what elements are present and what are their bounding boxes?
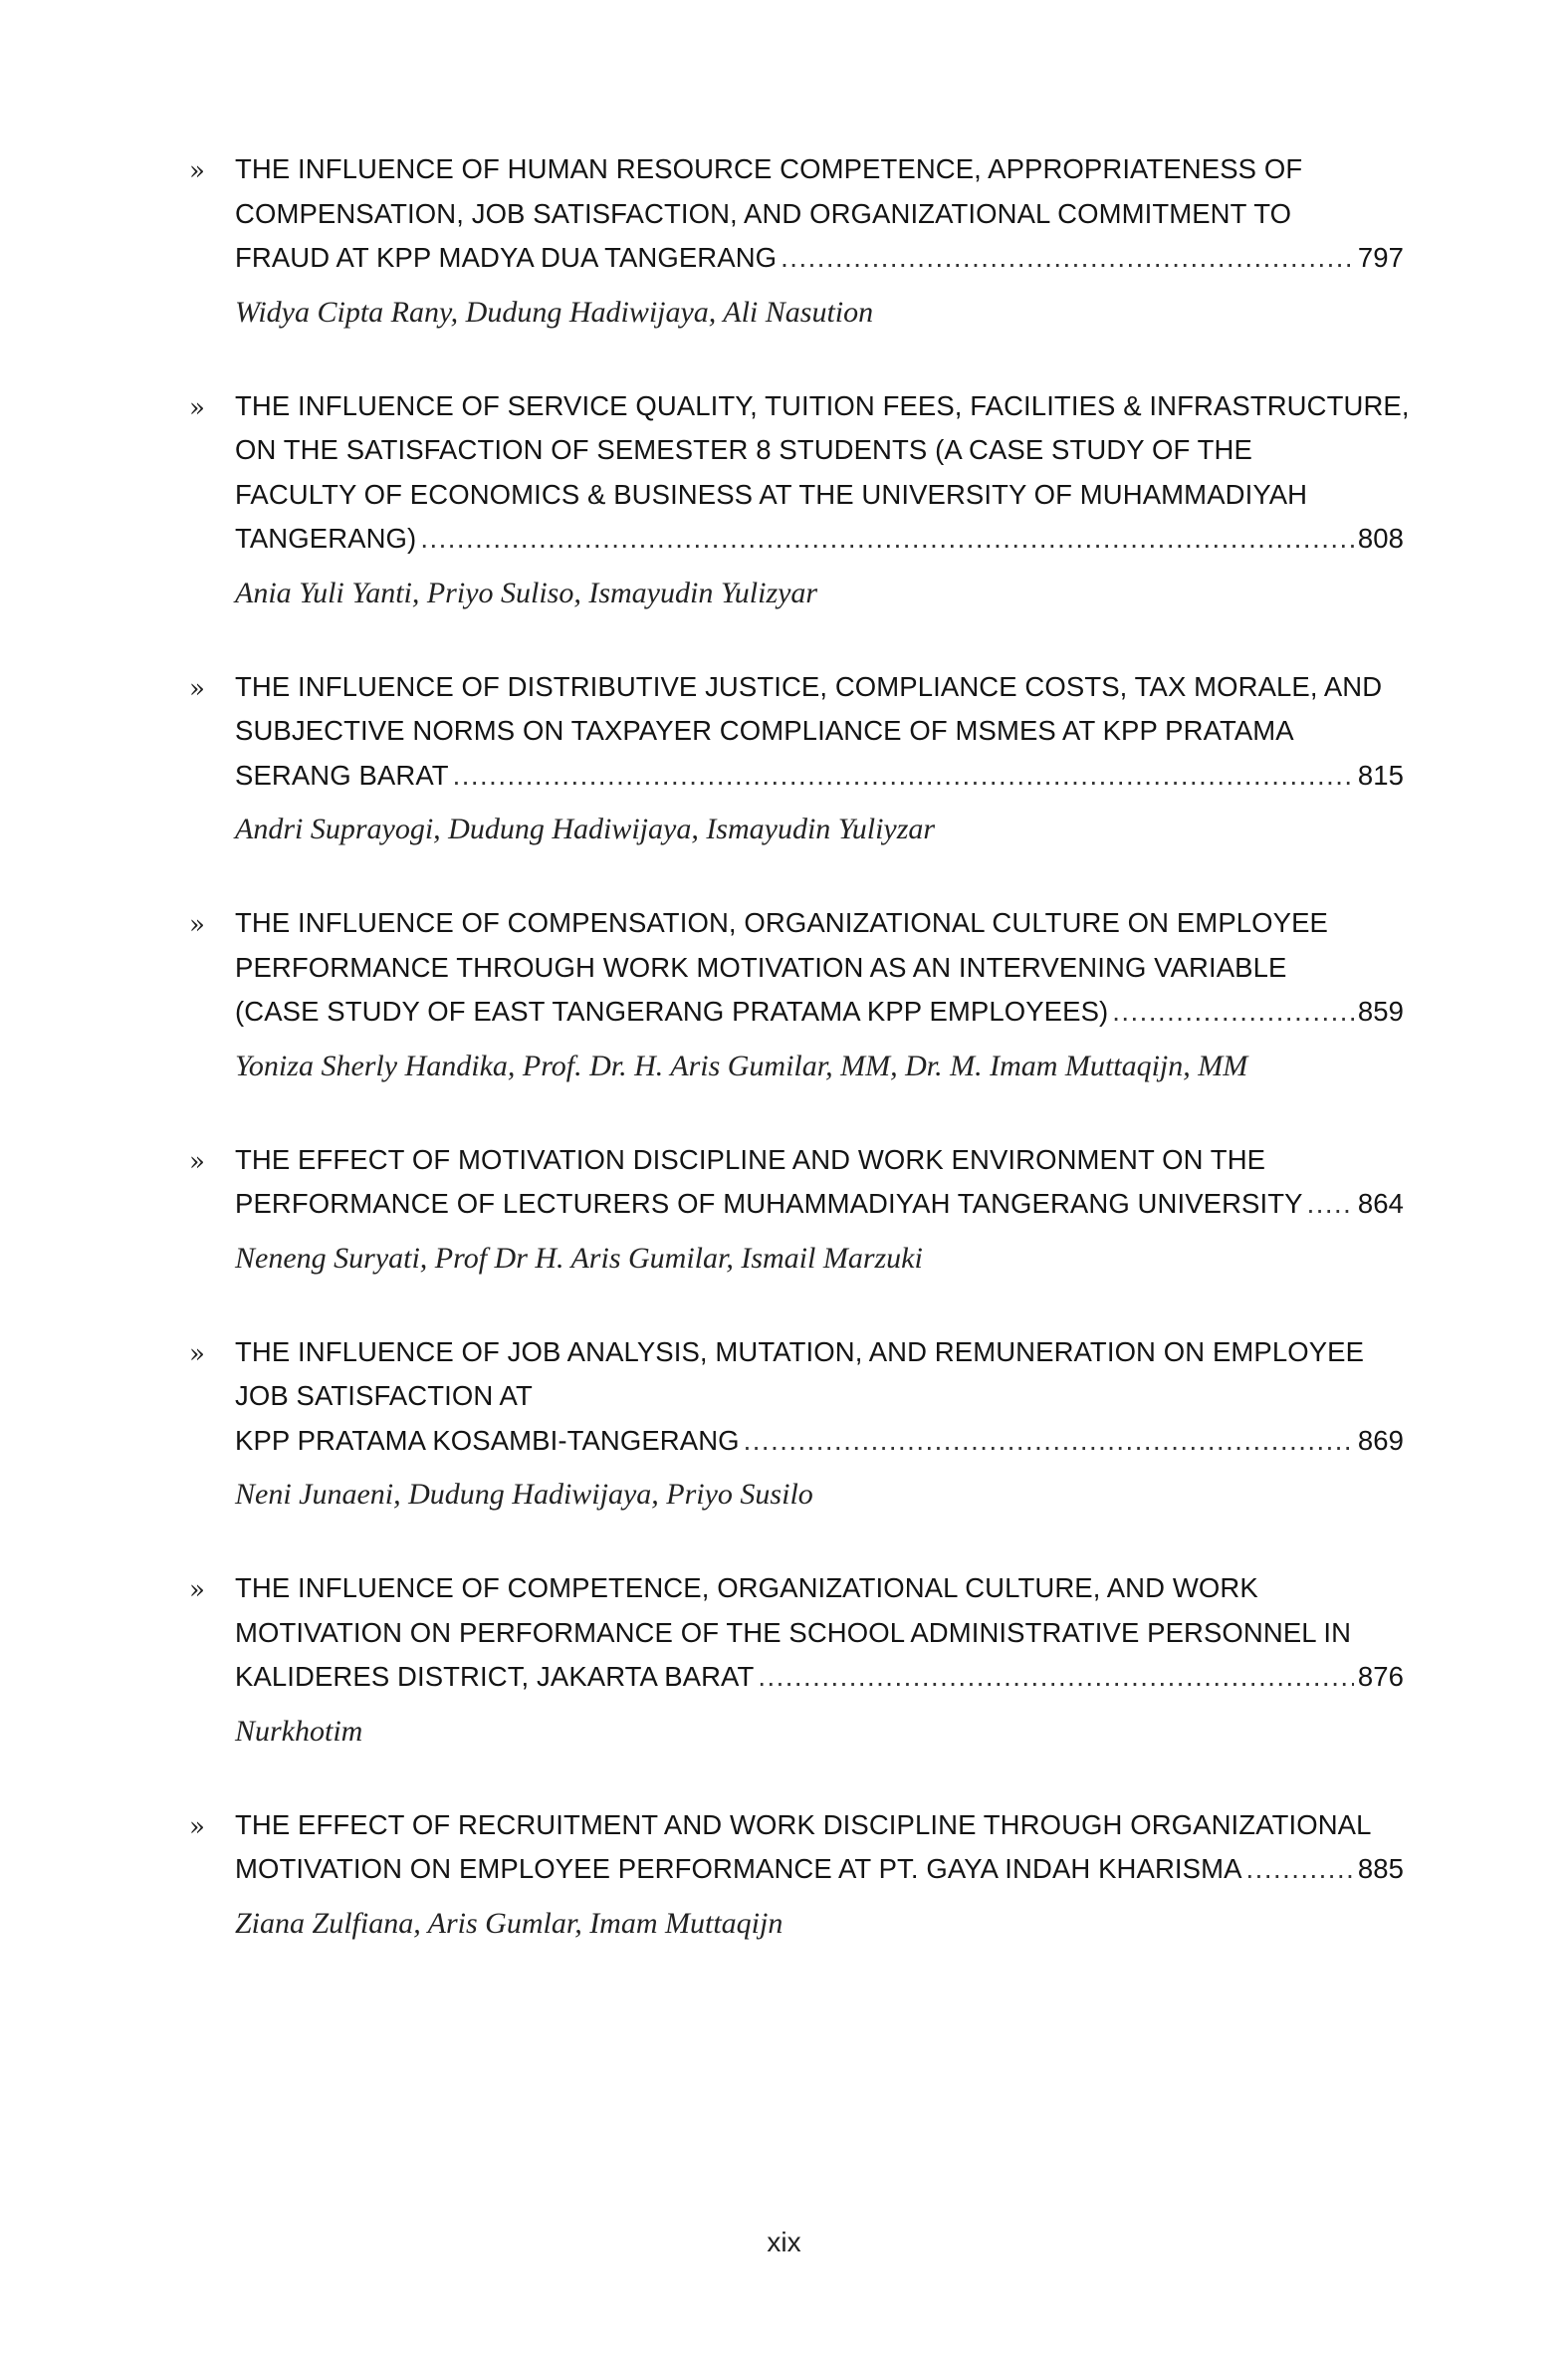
title-last-line [235, 990, 1404, 1035]
dot-leader [1112, 990, 1354, 1035]
title-line: THE INFLUENCE OF HUMAN RESOURCE COMPETENCE, APPROPRIATENESS OF [235, 153, 1303, 184]
entry-authors: Ziana Zulfiana, Aris Gumlar, Imam Muttaqijn [235, 1906, 784, 1940]
table-of-contents [189, 147, 1410, 1996]
title-line: THE EFFECT OF RECRUITMENT AND WORK DISCIPLINE THROUGH ORGANIZATIONAL [235, 1808, 1372, 1840]
title-last-line [235, 754, 1404, 799]
page-number: 885 [1357, 1853, 1404, 1884]
entry-authors: Neneng Suryati, Prof Dr H. Aris Gumilar, Ismail Marzuki [235, 1241, 923, 1275]
toc-entry [189, 901, 1404, 1086]
entry-title [235, 665, 1404, 799]
dot-leader [453, 754, 1354, 799]
page-number: 815 [1357, 759, 1404, 791]
title-last-line [235, 1182, 1404, 1227]
page-number: 859 [1357, 996, 1404, 1027]
entry-title [235, 1330, 1404, 1464]
title-line: THE EFFECT OF MOTIVATION DISCIPLINE AND WORK ENVIRONMENT ON THE [235, 1143, 1266, 1175]
title-line: SERANG BARAT [235, 759, 449, 791]
page-number: 869 [1357, 1424, 1404, 1456]
title-last-line [235, 1655, 1404, 1700]
entry-title [235, 901, 1404, 1035]
bullet-icon: » [189, 910, 205, 940]
bullet-icon: » [189, 673, 205, 704]
toc-entry [189, 1138, 1404, 1279]
title-line: FACULTY OF ECONOMICS & BUSINESS AT THE UNIVERSITY OF MUHAMMADIYAH [235, 478, 1308, 510]
title-last-line [235, 517, 1404, 562]
page-folio: xix [767, 2227, 801, 2257]
toc-entry [189, 147, 1404, 333]
entry-authors: Neni Junaeni, Dudung Hadiwijaya, Priyo Susilo [235, 1478, 813, 1511]
toc-entry [189, 1803, 1404, 1944]
bullet-icon: » [189, 1146, 205, 1177]
entry-title [235, 1566, 1404, 1700]
title-line: PERFORMANCE OF LECTURERS OF MUHAMMADIYAH TANGERANG UNIVERSITY [235, 1188, 1303, 1219]
page-number: 876 [1357, 1661, 1404, 1692]
title-last-line [235, 1419, 1404, 1464]
bullet-icon: » [189, 1338, 205, 1369]
title-line: MOTIVATION ON EMPLOYEE PERFORMANCE AT PT. GAYA INDAH KHARISMA [235, 1853, 1242, 1884]
title-line: FRAUD AT KPP MADYA DUA TANGERANG [235, 242, 778, 273]
dot-leader [420, 517, 1354, 562]
entry-title [235, 1138, 1404, 1227]
entry-title [235, 147, 1404, 281]
entry-title [235, 384, 1410, 562]
title-line: THE INFLUENCE OF DISTRIBUTIVE JUSTICE, COMPLIANCE COSTS, TAX MORALE, AND [235, 670, 1383, 702]
title-line: COMPENSATION, JOB SATISFACTION, AND ORGANIZATIONAL COMMITMENT TO [235, 197, 1292, 229]
title-line: KALIDERES DISTRICT, JAKARTA BARAT [235, 1661, 755, 1692]
entry-authors: Andri Suprayogi, Dudung Hadiwijaya, Ismayudin Yuliyzar [235, 813, 936, 845]
title-line: KPP PRATAMA KOSAMBI-TANGERANG [235, 1424, 740, 1456]
title-line: JOB SATISFACTION AT [235, 1380, 533, 1411]
title-last-line [235, 1847, 1404, 1892]
entry-authors: Ania Yuli Yanti, Priyo Suliso, Ismayudin Yulizyar [235, 576, 818, 609]
title-line: THE INFLUENCE OF COMPETENCE, ORGANIZATIONAL CULTURE, AND WORK [235, 1572, 1258, 1603]
entry-title [235, 1803, 1404, 1892]
entry-authors: Widya Cipta Rany, Dudung Hadiwijaya, Ali Nasution [235, 295, 874, 329]
toc-entry [189, 665, 1404, 850]
bullet-icon: » [189, 1811, 205, 1842]
page-number: 864 [1357, 1188, 1404, 1219]
bullet-icon: » [189, 156, 205, 186]
entry-authors: Yoniza Sherly Handika, Prof. Dr. H. Aris Gumilar, MM, Dr. M. Imam Muttaqijn, MM [235, 1049, 1248, 1082]
title-line: (CASE STUDY OF EAST TANGERANG PRATAMA KPP EMPLOYEES) [235, 996, 1109, 1027]
dot-leader [781, 236, 1354, 281]
toc-entry [189, 1330, 1404, 1516]
dot-leader [1246, 1847, 1354, 1892]
bullet-icon: » [189, 392, 205, 423]
toc-entry [189, 1566, 1404, 1752]
title-line: PERFORMANCE THROUGH WORK MOTIVATION AS AN INTERVENING VARIABLE [235, 951, 1287, 983]
dot-leader [1307, 1182, 1354, 1227]
bullet-icon: » [189, 1575, 205, 1605]
title-line: ON THE SATISFACTION OF SEMESTER 8 STUDENTS (A CASE STUDY OF THE [235, 434, 1252, 465]
title-line: THE INFLUENCE OF COMPENSATION, ORGANIZATIONAL CULTURE ON EMPLOYEE [235, 907, 1328, 938]
page-number: 808 [1357, 523, 1404, 554]
title-line: MOTIVATION ON PERFORMANCE OF THE SCHOOL ADMINISTRATIVE PERSONNEL IN [235, 1616, 1352, 1648]
title-line: THE INFLUENCE OF SERVICE QUALITY, TUITION FEES, FACILITIES & INFRASTRUCTURE, [235, 389, 1410, 421]
dot-leader [744, 1419, 1354, 1464]
toc-entry [189, 384, 1410, 613]
title-last-line [235, 236, 1404, 281]
title-line: SUBJECTIVE NORMS ON TAXPAYER COMPLIANCE OF MSMES AT KPP PRATAMA [235, 715, 1294, 746]
page-number: 797 [1357, 242, 1404, 273]
title-line: TANGERANG) [235, 523, 417, 554]
entry-authors: Nurkhotim [235, 1714, 363, 1748]
title-line: THE INFLUENCE OF JOB ANALYSIS, MUTATION, AND REMUNERATION ON EMPLOYEE [235, 1335, 1365, 1367]
dot-leader [758, 1655, 1353, 1700]
